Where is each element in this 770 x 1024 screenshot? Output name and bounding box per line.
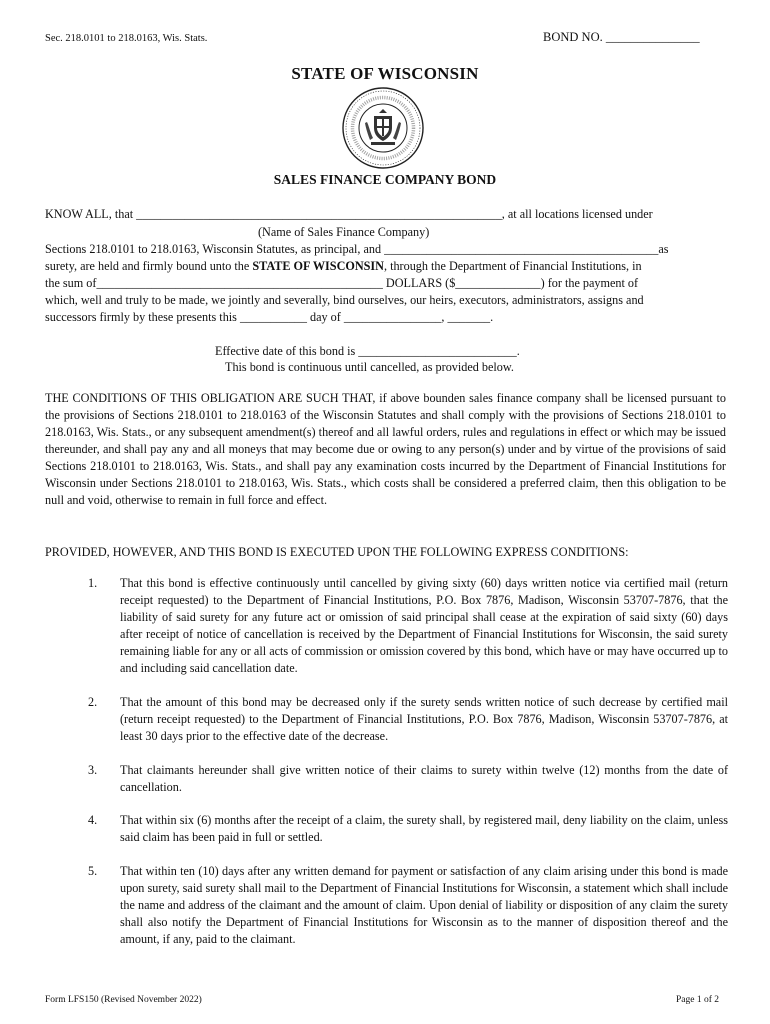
page-number: Page 1 of 2 xyxy=(676,995,720,1005)
continuous-note: This bond is continuous until cancelled, as provided below. xyxy=(225,360,514,374)
state-seal-image xyxy=(341,86,425,170)
item-text: That claimants hereunder shall give written notice of their claims to surety within twelve (12) months from the date of cancellation. xyxy=(120,763,728,794)
item-number: 2. xyxy=(88,695,98,709)
item-text: That this bond is effective continuously until cancelled by giving sixty (60) days written notice via certified mail (return receipt requested) to the Department of Financial Institutions, P.O. Box 7876, Madison, Wisconsin 53707-7876, that the liability of said surety for any future act or omission of said principal shall cease at the expiration of said sixty (60) days after receipt of notice of cancellation is received by the Department of Financial Institutions for Wisconsin, the said surety remaining liable for any or all acts of commission or omission covered by this bond, which have or may have occurred up to and including said cancellation date. xyxy=(120,576,728,675)
bond-intro-line-6: successors firmly by these presents this ___________ day of ________________, _______. xyxy=(45,310,494,324)
form-number: Form LFS150 (Revised November 2022) xyxy=(45,995,202,1005)
item-number: 4. xyxy=(88,813,98,827)
statute-reference: Sec. 218.0101 to 218.0163, Wis. Stats. xyxy=(45,33,208,44)
bond-intro-line-2: Sections 218.0101 to 218.0163, Wisconsin Statutes, as principal, and _____________________________________________as xyxy=(45,242,669,256)
effective-date-line: Effective date of this bond is __________________________. xyxy=(215,344,520,358)
company-name-caption: (Name of Sales Finance Company) xyxy=(258,225,430,239)
bond-intro-line-5: which, well and truly to be made, we jointly and severally, bind ourselves, our heirs, executors, administrators, assigns and xyxy=(45,293,644,307)
bond-intro-line-3 xyxy=(45,258,642,275)
state-of-wisconsin-bold: STATE OF WISCONSIN xyxy=(252,259,384,273)
page-title: STATE OF WISCONSIN xyxy=(291,64,479,83)
item-number: 1. xyxy=(88,576,98,590)
bond-number-field[interactable]: BOND NO. _______________ xyxy=(543,30,700,44)
bond-intro-line-3-c: , through the Department of Financial Institutions, in xyxy=(383,259,642,273)
form-subtitle: SALES FINANCE COMPANY BOND xyxy=(273,172,497,187)
item-number: 5. xyxy=(88,864,98,878)
provided-heading: PROVIDED, HOWEVER, AND THIS BOND IS EXECUTED UPON THE FOLLOWING EXPRESS CONDITIONS: xyxy=(45,545,629,559)
item-text: That within ten (10) days after any written demand for payment or satisfaction of any claim arising under this bond is made upon surety, said surety shall mail to the Department of Financial Institutions for Wisconsin, a statement which shall include the name and address of the claimant and the amount of claim. Upon denial of liability or disposition of any claim the surety shall also notify the Department of Financial Institutions for Wisconsin as to the manner of disposition thereof and the amount, if any, paid to the claimant. xyxy=(120,864,728,946)
item-number: 3. xyxy=(88,763,98,777)
bond-intro-line-1: KNOW ALL, that ____________________________________________________________, at all locations licensed under xyxy=(45,207,653,221)
item-text: That the amount of this bond may be decreased only if the surety sends written notice of such decrease by certified mail (return receipt requested) to the Department of Financial Institutions, P.O. Box 7876, Madison, Wisconsin 53707-7876, at least 30 days prior to the effective date of the decrease. xyxy=(120,695,728,743)
bond-intro-line-4: the sum of_______________________________________________ DOLLARS ($______________) for the payment of xyxy=(45,276,639,290)
conditions-paragraph: THE CONDITIONS OF THIS OBLIGATION ARE SUCH THAT, if above bounden sales finance company shall be licensed pursuant to the provisions of Sections 218.0101 to 218.0163 of the Wisconsin Statutes and shall comply with the provisions of Sections 218.0101 to 218.0163, Wis. Stats., or any subsequent amendment(s) thereof and all lawful orders, rules and regulations in effect or which may be issued thereunder, and shall pay any and all moneys that may become due or owing to any person(s) under and by virtue of the provisions of said Sections 218.0101 to 218.0163, Wis. Stats., and shall pay any examination costs incurred by the Department of Financial Institutions for Wisconsin under Sections 218.0101 to 218.0163, Wis. Stats., which costs shall be considered a preferred claim, then this obligation to be null and void, otherwise to remain in full force and effect. xyxy=(45,391,726,507)
bond-intro-line-3-a: surety, are held and firmly bound unto the xyxy=(45,259,253,273)
item-text: That within six (6) months after the receipt of a claim, the surety shall, by registered mail, deny liability on the claim, unless said claim has been paid in full or settled. xyxy=(120,813,728,844)
